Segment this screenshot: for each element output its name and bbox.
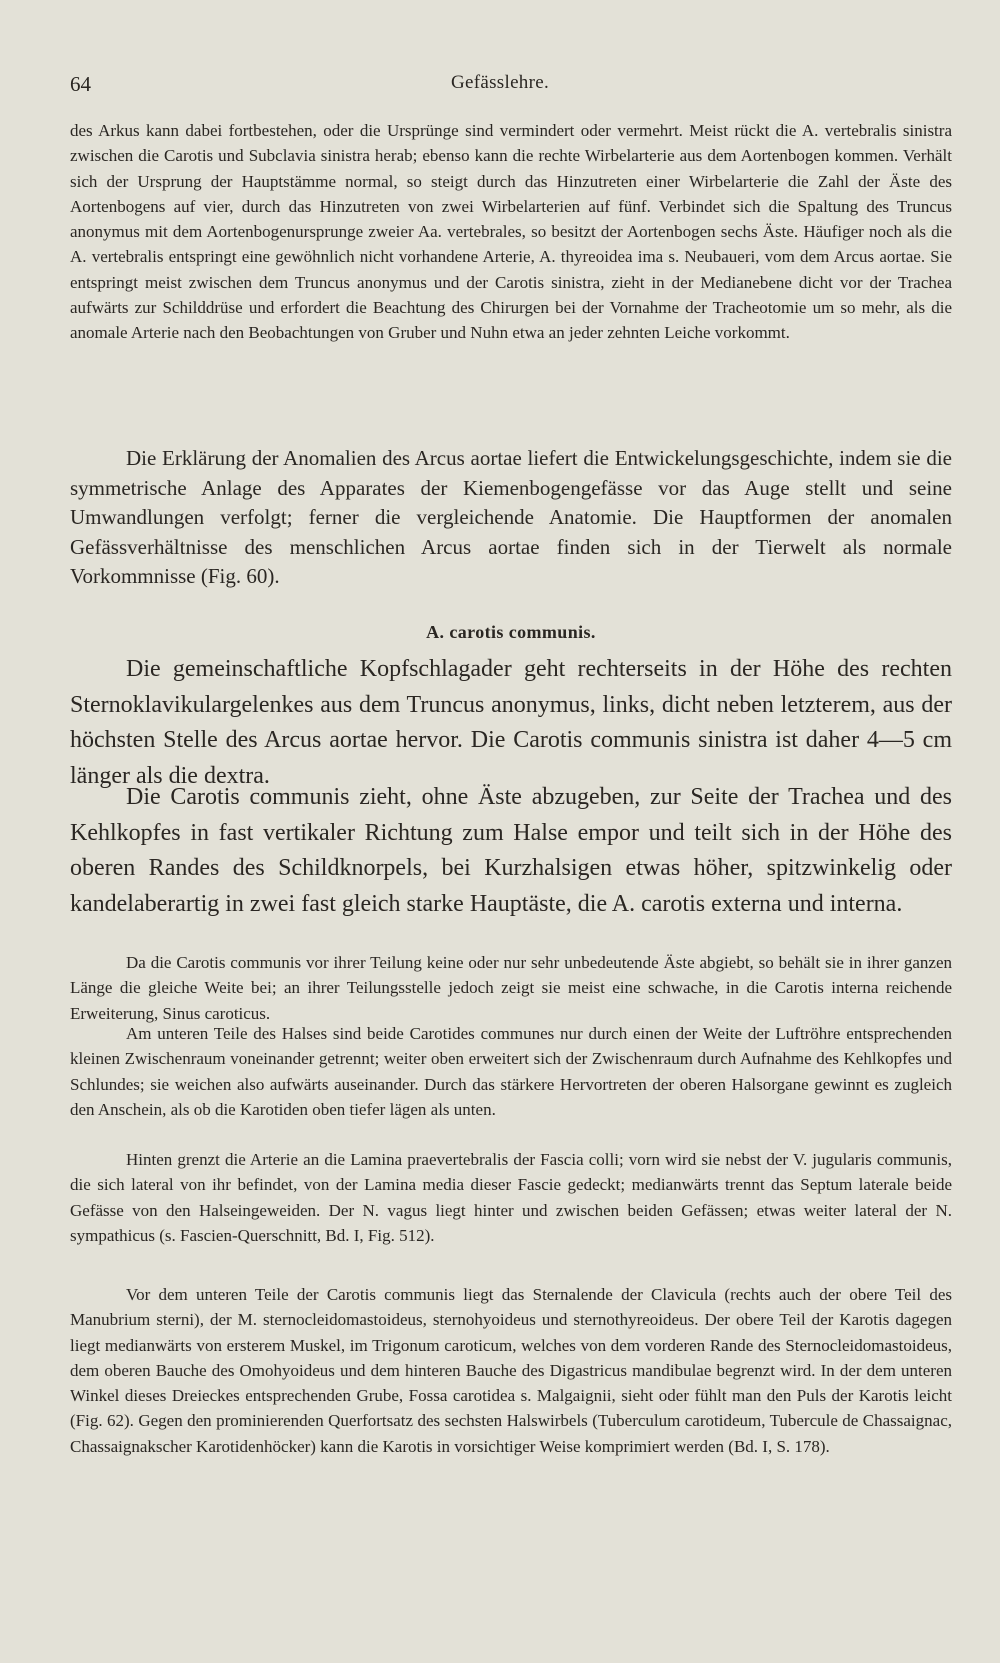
paragraph-text: Die Erklärung der Anomalien des Arcus aortae liefert die Entwickelungsgeschichte, indem sie die symmetrische Anlage des Apparates der Kiemenbogengefässe vor das Auge stellt und seine Umwandlungen verfolgt; ferner die vergleichende Anatomie. Die Hauptformen der anomalen Gefässverhältnisse des menschlichen Arcus aortae finden sich in der Tierwelt als normale Vorkommnisse (Fig. 60). [70, 446, 952, 588]
paragraph-text: Die Carotis communis zieht, ohne Äste abzugeben, zur Seite der Trachea und des Kehlkopfes in fast vertikaler Richtung zum Halse empor und teilt sich in der Höhe des oberen Randes des Schildknorpels, bei Kurzhalsigen etwas höher, spitzwinkelig oder kandelaberartig in zwei fast gleich starke Hauptäste, die A. carotis externa und interna. [70, 784, 952, 917]
paragraph-text: Hinten grenzt die Arterie an die Lamina praevertebralis der Fascia colli; vorn wird sie nebst der V. jugularis communis, die sich lateral von ihr befindet, von der Lamina media dieser Fascie gedeckt; medianwärts trennt das Septum laterale beide Gefässe von den Halseingeweiden. Der N. vagus liegt hinter und zwischen beiden Gefässen; etwas weiter lateral der N. sympathicus (s. Fascien-Querschnitt, Bd. I, Fig. 512). [70, 1150, 952, 1245]
paragraph-text: des Arkus kann dabei fortbestehen, oder die Ursprünge sind vermindert oder vermehrt. Meist rückt die A. vertebralis sinistra zwischen die Carotis und Subclavia sinistra herab; ebenso kann die rechte Wirbelarterie aus dem Aortenbogen kommen. Verhält sich der Ursprung der Hauptstämme normal, so steigt durch das Hinzutreten einer Wirbelarterie die Zahl der Äste des Aortenbogens auf vier, durch das Hinzutreten von zwei Wirbelarterien auf fünf. Verbindet sich die Spaltung des Truncus anonymus mit dem Aortenbogenursprunge zweier Aa. vertebrales, so besitzt der Aortenbogen sechs Äste. Häufiger noch als die A. vertebralis entspringt eine gewöhnlich nicht vorhandene Arterie, A. thyreoidea ima s. Neubaueri, vom dem Arcus aortae. Sie entspringt meist zwischen dem Truncus anonymus und der Carotis sinistra, zieht in der Medianebene dicht vor der Trachea aufwärts zur Schilddrüse und erfordert die Beachtung des Chirurgen bei der Vornahme der Tracheotomie um so mehr, als die anomale Arterie nach den Beobachtungen von Gruber und Nuhn etwa an jeder zehnten Leiche vorkommt. [70, 121, 952, 343]
paragraph-sinus [70, 950, 952, 1026]
paragraph-relations [70, 1147, 952, 1248]
paragraph-anterior [70, 1282, 952, 1459]
paragraph-text: Die gemeinschaftliche Kopfschlagader geht rechterseits in der Höhe des rechten Sternoklavikulargelenkes aus dem Truncus anonymus, links, dicht neben letzterem, aus der höchsten Stelle des Arcus aortae hervor. Die Carotis communis sinistra ist daher 4—5 cm länger als die dextra. [70, 656, 952, 789]
section-heading: A. carotis communis. [426, 622, 596, 642]
paragraph-text: Am unteren Teile des Halses sind beide Carotides communes nur durch einen der Weite der Luftröhre entsprechenden kleinen Zwischenraum voneinander getrennt; weiter oben erweitert sich der Zwischenraum durch Aufnahme des Kehlkopfes und Schlundes; sie weichen also aufwärts auseinander. Durch das stärkere Hervortreten der oberen Halsorgane gewinnt es zugleich den Anschein, als ob die Karotiden oben tiefer lägen als unten. [70, 1024, 952, 1119]
paragraph-course [70, 780, 952, 922]
paragraph-origin [70, 652, 952, 794]
paragraph-explanation [70, 444, 952, 592]
running-head: Gefässlehre. [450, 72, 550, 93]
page-header [70, 72, 930, 102]
paragraph-anomalies [70, 118, 952, 346]
page-number: 64 [70, 72, 91, 96]
paragraph-neck [70, 1021, 952, 1122]
paragraph-text: Vor dem unteren Teile der Carotis communis liegt das Sternalende der Clavicula (rechts auch der obere Teil des Manubrium sterni), der M. sternocleidomastoideus, sternohyoideus und sternothyreoideus. Der obere Teil der Karotis dagegen liegt medianwärts von ersterem Muskel, im Trigonum caroticum, welches von dem vorderen Rande des Sternocleidomastoideus, dem oberen Bauche des Omohyoideus und dem hinteren Bauche des Digastricus mandibulae begrenzt wird. In der dem unteren Winkel dieses Dreieckes entsprechenden Grube, Fossa carotidea s. Malgaignii, sieht oder fühlt man den Puls der Karotis leicht (Fig. 62). Gegen den prominierenden Querfortsatz des sechsten Halswirbels (Tuberculum carotideum, Tubercule de Chassaignac, Chassaignakscher Karotidenhöcker) kann die Karotis in vorsichtiger Weise komprimiert werden (Bd. I, S. 178). [70, 1285, 952, 1456]
paragraph-text: Da die Carotis communis vor ihrer Teilung keine oder nur sehr unbedeutende Äste abgiebt, so behält sie in ihrer ganzen Länge die gleiche Weite bei; an ihrer Teilungsstelle jedoch zeigt sie meist eine schwache, in die Carotis interna reichende Erweiterung, Sinus caroticus. [70, 953, 952, 1023]
